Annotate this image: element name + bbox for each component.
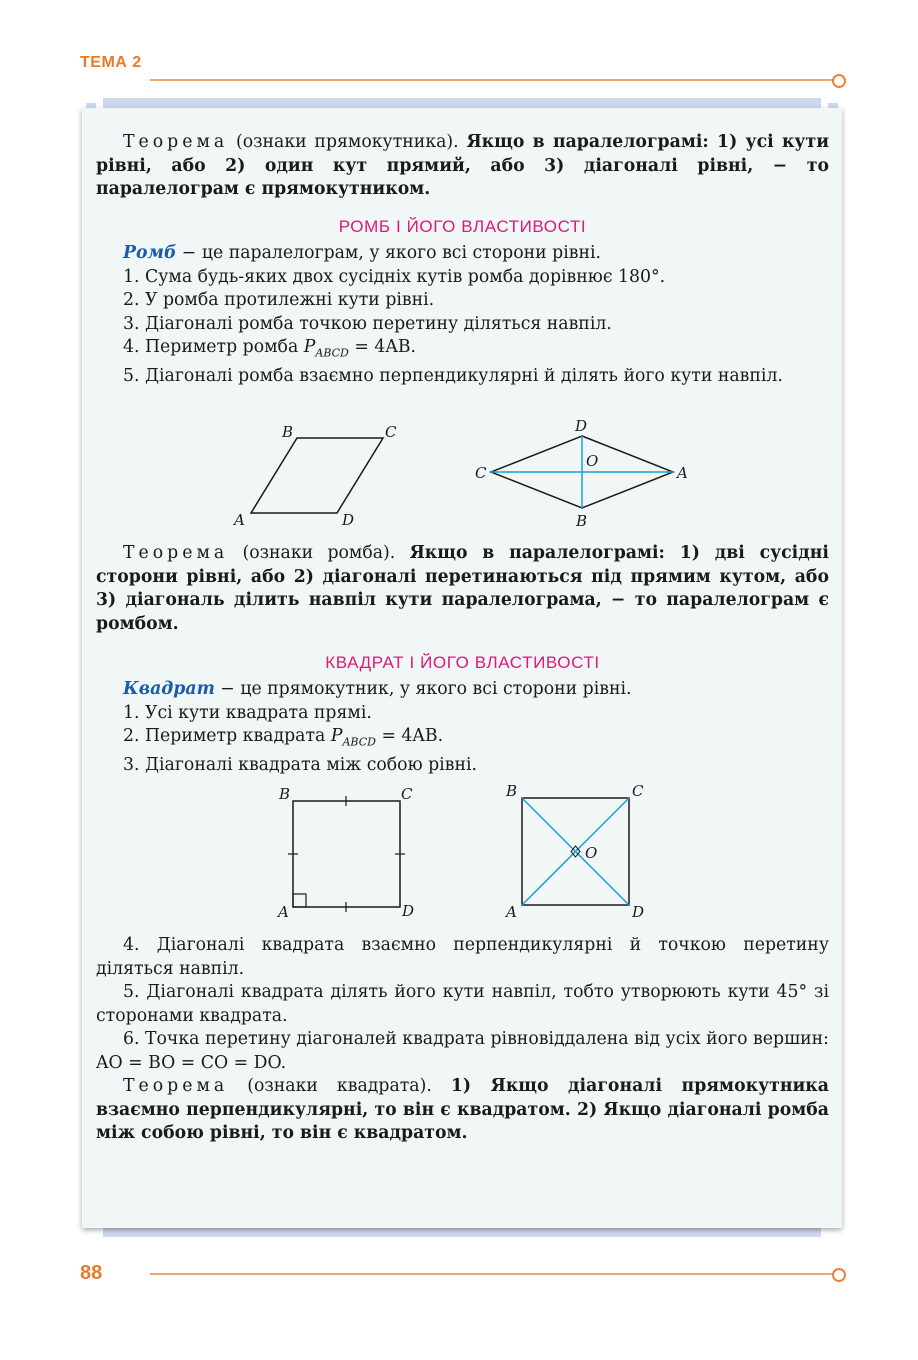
theorem-label: Теорема xyxy=(123,132,229,152)
vertex-a-label: A xyxy=(677,464,688,482)
rhombus-property-5: 5. Діагоналі ромба взаємно перпендикулярні й ділять його кути навпіл. xyxy=(123,365,783,386)
term-square: Квадрат xyxy=(123,679,215,699)
vertex-a-label: A xyxy=(234,511,245,529)
square-property-3: 3. Діагоналі квадрата між собою рівні. xyxy=(123,754,477,775)
vertex-b-label: B xyxy=(576,512,588,530)
center-o-label: O xyxy=(586,452,599,470)
footer-rule-end-icon xyxy=(832,1268,846,1282)
vertex-b-label: B xyxy=(279,785,291,803)
footer-rule xyxy=(150,1273,833,1275)
vertex-d-label: D xyxy=(632,903,645,921)
vertex-d-label: D xyxy=(342,511,355,529)
page-number: 88 xyxy=(80,1262,103,1284)
theorem-paren: (ознаки прямокутника). xyxy=(235,132,459,152)
vertex-a-label: A xyxy=(506,903,517,921)
square-property-2: 2. Периметр квадрата $P_{ABCD} = 4AB$. xyxy=(123,726,444,749)
square-theorem: Теорема (ознаки квадрата). 1) Якщо діагоналі прямокутника взаємно перпендикулярні, то він є квадратом. 2) Якщо діагоналі ромба між собою рівні, то він є квадратом. xyxy=(96,1076,829,1143)
rhombus-property-1: 1. Сума будь-яких двох сусідніх кутів ромба дорівнює 180°. xyxy=(123,266,666,287)
rhombus-definition: − це паралелограм, у якого всі сторони рівні. xyxy=(176,243,602,263)
term-rhombus: Ромб xyxy=(123,243,177,263)
section-heading-rhombus: РОМБ І ЙОГО ВЛАСТИВОСТІ xyxy=(338,217,587,236)
square-properties-continued xyxy=(96,934,829,1146)
vertex-d-label: D xyxy=(402,902,415,920)
vertex-c-label: C xyxy=(385,423,397,441)
square-property-4: 4. Діагоналі квадрата взаємно перпендикулярні й точкою перетину діляться навпіл. xyxy=(96,935,829,979)
square-property-6: 6. Точка перетину діагоналей квадрата рівновіддалена від усіх його вершин: AO = BO = CO = DO. xyxy=(96,1029,829,1073)
vertex-d-label: D xyxy=(575,417,588,435)
center-o-label: O xyxy=(585,844,598,862)
vertex-c-label: C xyxy=(632,782,644,800)
vertex-b-label: B xyxy=(506,782,518,800)
rhombus-theorem: Теорема (ознаки ромба). Якщо в паралелограмі: 1) дві сусідні сторони рівні, або 2) діагоналі перетинаються під прямим кутом, або 3) діагональ ділить навпіл кути паралелограма, − то паралелограм є ромбом. xyxy=(96,543,829,634)
rhombus-property-3: 3. Діагоналі ромба точкою перетину діляться навпіл. xyxy=(123,313,612,334)
square-property-5: 5. Діагоналі квадрата ділять його кути навпіл, тобто утворюють кути 45° зі сторонами квадрата. xyxy=(96,982,829,1026)
rhombus-property-2: 2. У ромба протилежні кути рівні. xyxy=(123,290,435,310)
vertex-a-label: A xyxy=(278,903,289,921)
theorem-body: Якщо в паралелограмі: 1) усі кути рівні, або 2) один кут прямий, або 3) діагоналі рівні, − то паралелограм є прямокутником. xyxy=(96,132,830,199)
topic-label: ТЕМА 2 xyxy=(80,54,142,71)
vertex-b-label: B xyxy=(282,423,294,441)
vertex-c-label: C xyxy=(401,785,413,803)
section-heading-square: КВАДРАТ І ЙОГО ВЛАСТИВОСТІ xyxy=(325,653,600,672)
square-definition: − це прямокутник, у якого всі сторони рівні. xyxy=(214,679,632,699)
vertex-c-label: C xyxy=(475,464,487,482)
rhombus-property-4: 4. Периметр ромба $P_{ABCD} = 4AB$. xyxy=(123,337,417,360)
square-property-1: 1. Усі кути квадрата прямі. xyxy=(123,702,372,723)
